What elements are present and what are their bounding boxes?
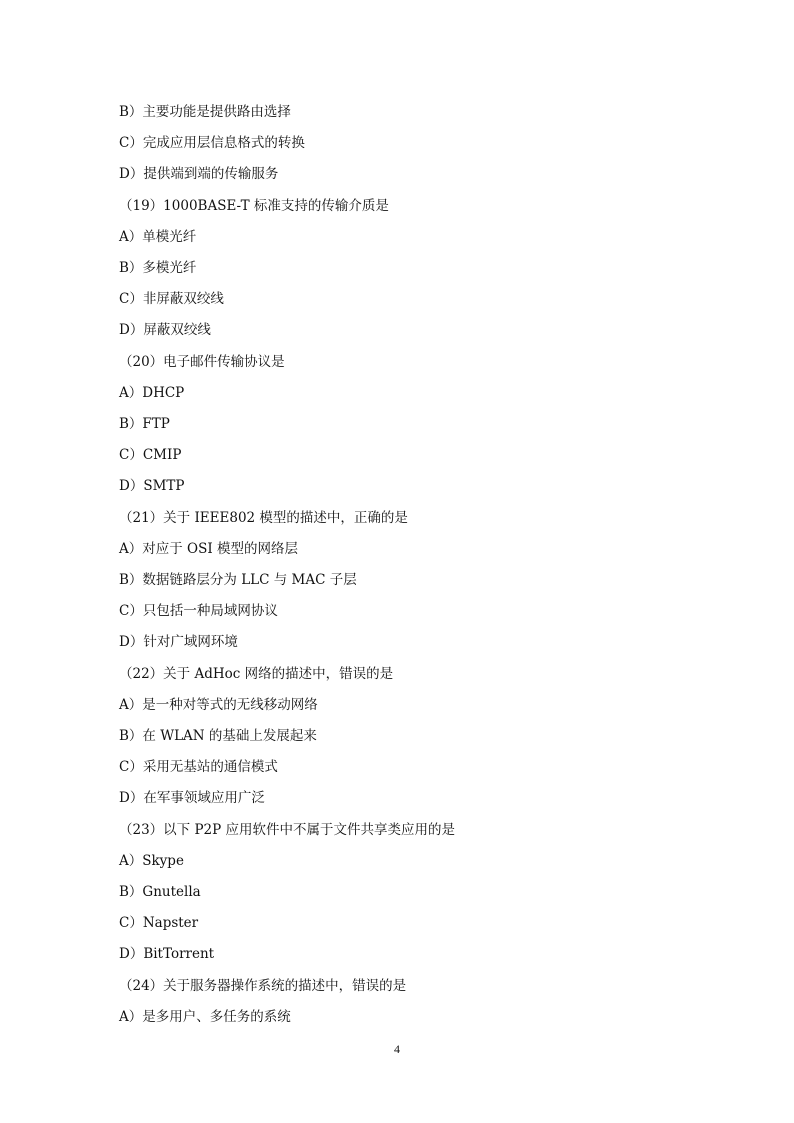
text-line: A）单模光纤 bbox=[119, 229, 197, 245]
text-line: A）DHCP bbox=[119, 385, 185, 401]
question-heading: （20）电子邮件传输协议是 bbox=[119, 354, 285, 370]
text-line: A）Skype bbox=[119, 853, 184, 869]
text-line: B）FTP bbox=[119, 416, 170, 432]
question-heading: （21）关于 IEEE802 模型的描述中，正确的是 bbox=[119, 510, 408, 526]
text-line: C）采用无基站的通信模式 bbox=[119, 759, 278, 775]
page-number: 4 bbox=[394, 1042, 400, 1056]
question-heading: （24）关于服务器操作系统的描述中，错误的是 bbox=[119, 978, 407, 994]
question-heading: （22）关于 AdHoc 网络的描述中，错误的是 bbox=[119, 666, 394, 682]
text-line: A）对应于 OSI 模型的网络层 bbox=[119, 541, 298, 557]
text-line: C）只包括一种局域网协议 bbox=[119, 603, 278, 619]
text-line: A）是多用户、多任务的系统 bbox=[119, 1009, 291, 1025]
text-line: D）屏蔽双绞线 bbox=[119, 322, 211, 338]
text-line: B）Gnutella bbox=[119, 884, 201, 900]
text-line: B）多模光纤 bbox=[119, 260, 197, 276]
text-line: C）非屏蔽双绞线 bbox=[119, 291, 224, 307]
text-line: B）数据链路层分为 LLC 与 MAC 子层 bbox=[119, 572, 357, 588]
text-line: D）针对广域网环境 bbox=[119, 634, 238, 650]
text-line: D）BitTorrent bbox=[119, 946, 215, 962]
question-heading: （19）1000BASE-T 标准支持的传输介质是 bbox=[119, 198, 389, 214]
text-line: D）在军事领域应用广泛 bbox=[119, 790, 265, 806]
text-line: B）主要功能是提供路由选择 bbox=[119, 104, 291, 120]
text-line: C）CMIP bbox=[119, 447, 182, 463]
text-line: D）SMTP bbox=[119, 478, 185, 494]
text-line: C）Napster bbox=[119, 915, 199, 931]
text-line: C）完成应用层信息格式的转换 bbox=[119, 135, 305, 151]
text-line: D）提供端到端的传输服务 bbox=[119, 166, 279, 182]
text-line: A）是一种对等式的无线移动网络 bbox=[119, 697, 318, 713]
text-line: B）在 WLAN 的基础上发展起来 bbox=[119, 728, 317, 744]
question-heading: （23）以下 P2P 应用软件中不属于文件共享类应用的是 bbox=[119, 822, 456, 838]
